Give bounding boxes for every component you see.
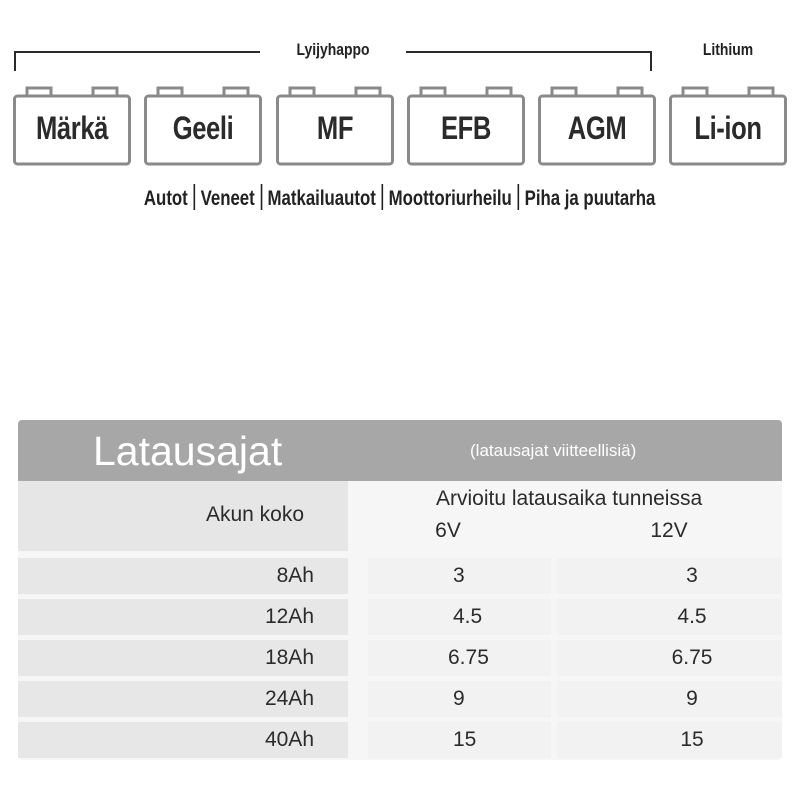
- table-row-size: [18, 599, 348, 635]
- separator: [382, 184, 384, 210]
- application-item: Veneet: [200, 187, 256, 210]
- time-value-6v: 6.75: [448, 646, 489, 669]
- column-header-12v: 12V: [650, 519, 688, 542]
- charging-time-table: [18, 420, 782, 760]
- table-cell-6v: 9: [368, 681, 551, 717]
- table-cell-6v: [368, 640, 551, 676]
- table-row-size: [18, 558, 348, 594]
- table-cell-6v: 3: [368, 558, 551, 594]
- battery-label: Märkä: [36, 110, 108, 146]
- size-value: 18Ah: [264, 646, 314, 669]
- time-value-12v: 3: [686, 564, 698, 587]
- application-item: Piha ja puutarha: [524, 187, 656, 210]
- table-header-bar: [18, 420, 782, 481]
- lead-acid-bracket-left-tick: [14, 51, 16, 71]
- battery-label: Geeli: [172, 110, 234, 146]
- battery-mf: [276, 84, 394, 166]
- table-cell-6v: 15: [368, 722, 551, 758]
- table-row-size: [18, 722, 348, 758]
- table-row-size: [18, 640, 348, 676]
- time-value-12v: 9: [686, 687, 698, 710]
- size-value: 12Ah: [264, 605, 314, 628]
- battery-efb: [407, 84, 525, 166]
- size-value: 24Ah: [264, 687, 314, 710]
- table-row-size: [18, 681, 348, 717]
- battery-label: AGM: [567, 110, 627, 146]
- table-cell-12v: [557, 599, 782, 635]
- battery-marka: [13, 84, 131, 166]
- time-value-12v: 6.75: [671, 646, 713, 669]
- time-value-12v: 15: [680, 728, 704, 751]
- battery-label: Li-ion: [694, 110, 762, 146]
- battery-label: MF: [316, 110, 354, 146]
- application-item: Autot: [144, 187, 189, 210]
- column-header-6v: 6V: [435, 519, 461, 542]
- applications-list: [0, 184, 800, 211]
- separator: [518, 184, 520, 210]
- table-cell-12v: [557, 558, 782, 594]
- charging-time-header: Arvioitu latausaika tunneissa: [436, 487, 703, 510]
- lead-acid-bracket-left: [14, 51, 260, 53]
- group-label-lead-acid: Lyijyhappo: [296, 40, 370, 59]
- table-note: (latausajat viitteellisiä): [470, 441, 637, 460]
- table-cell-6v: 4.5: [368, 599, 551, 635]
- battery-li-ion: [669, 84, 787, 166]
- table-cell-12v: [557, 681, 782, 717]
- table-cell-12v: [557, 722, 782, 758]
- battery-size-header-label: Akun koko: [205, 503, 304, 526]
- time-value-12v: 4.5: [677, 605, 707, 628]
- battery-agm: [538, 84, 656, 166]
- group-label-lithium: Lithium: [702, 40, 754, 59]
- table-title: Latausajat: [93, 428, 283, 474]
- application-item: Moottoriurheilu: [388, 187, 513, 210]
- battery-label: EFB: [441, 110, 491, 146]
- battery-size-header: [18, 481, 348, 551]
- size-value: 8Ah: [276, 564, 314, 587]
- application-item: Matkailuautot: [267, 187, 377, 210]
- separator: [261, 184, 263, 210]
- lead-acid-bracket-right: [406, 51, 652, 53]
- size-value: 40Ah: [264, 728, 314, 751]
- battery-geeli: [144, 84, 262, 166]
- table-cell-12v: [557, 640, 782, 676]
- lead-acid-bracket-right-tick: [650, 51, 652, 71]
- separator: [194, 184, 196, 210]
